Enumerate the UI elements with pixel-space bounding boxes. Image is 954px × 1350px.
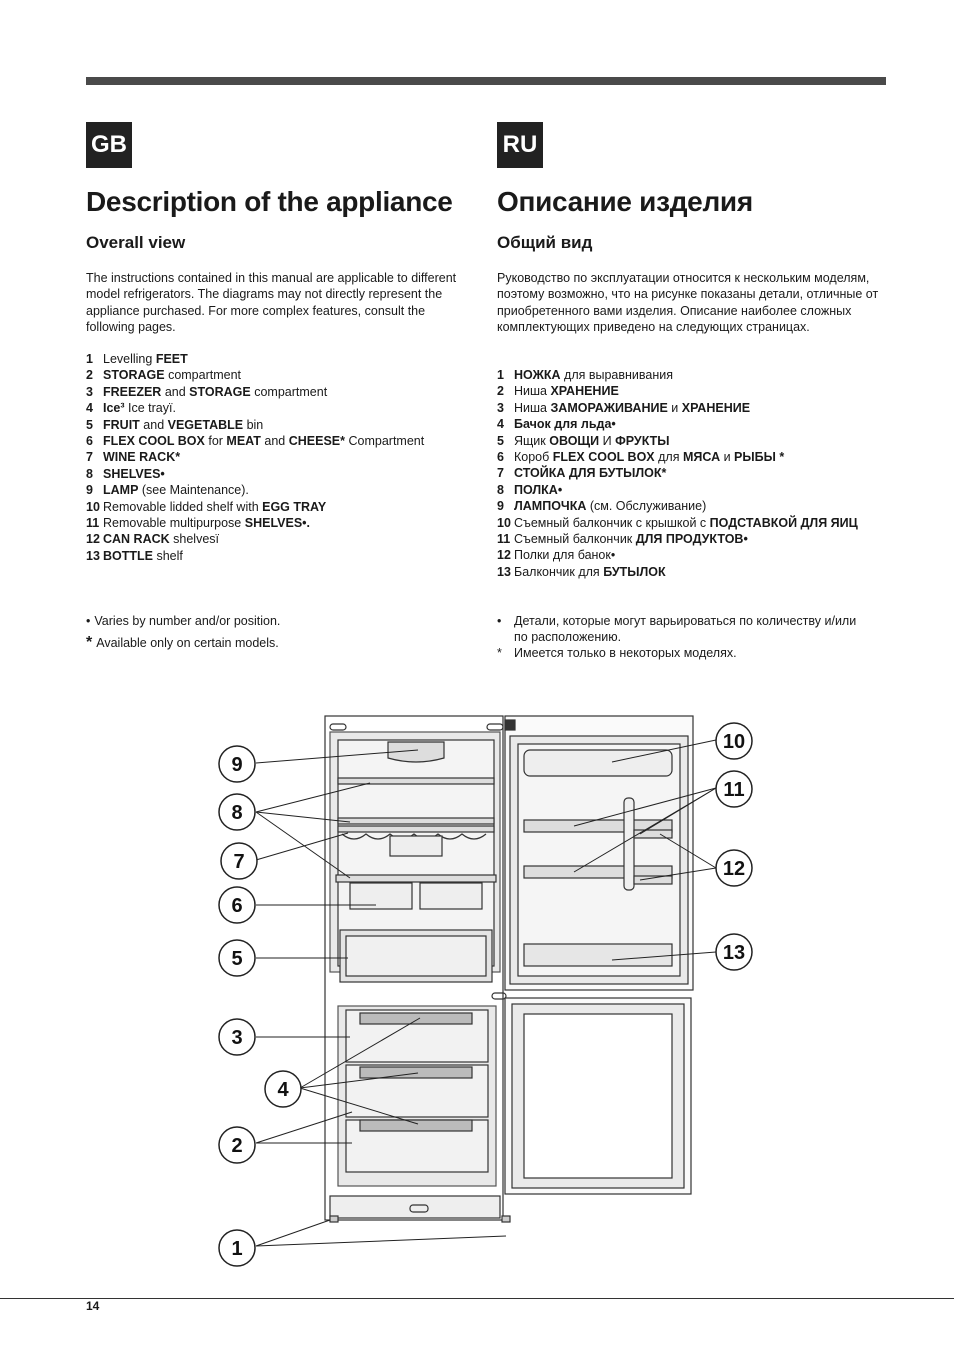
callout-label-12: 12 <box>722 858 746 880</box>
note-text: Имеется только в некоторых моделях. <box>514 646 737 660</box>
part-text: ФРУКТЫ <box>615 433 670 448</box>
part-text: Ящик <box>514 433 550 448</box>
part-number: 12 <box>497 548 511 563</box>
note-text: Available only on certain models. <box>96 636 279 650</box>
part-text: Removable multipurpose <box>103 516 245 531</box>
part-number: 8 <box>497 482 504 497</box>
note-symbol: • <box>86 614 91 628</box>
part-number: 9 <box>497 499 504 514</box>
part-number: 3 <box>497 400 504 415</box>
part-text: НОЖКА <box>514 368 561 382</box>
note-symbol: * <box>497 646 502 660</box>
part-text: VEGETABLE <box>167 417 244 432</box>
part-text: для <box>654 450 683 465</box>
part-number: 11 <box>86 516 100 531</box>
part-text: (см. Обслуживание) <box>586 499 707 514</box>
part-text: EGG TRAY <box>262 499 327 514</box>
callout-label-3: 3 <box>231 1027 243 1049</box>
part-number: 5 <box>497 433 504 448</box>
part-text: МЯСА <box>682 450 721 465</box>
part-text: Короб <box>514 450 553 465</box>
part-number: 3 <box>86 384 93 399</box>
part-text: FRUIT <box>103 417 140 432</box>
part-text: для выравнивания <box>560 368 674 382</box>
part-number: 6 <box>86 434 93 449</box>
part-text: ОВОЩИ <box>549 433 600 448</box>
part-text: compartment <box>250 384 328 399</box>
page-number: 14 <box>86 1299 100 1313</box>
part-number: 8 <box>86 466 93 481</box>
part-text: STORAGE <box>103 368 165 383</box>
part-text: Ниша <box>514 384 551 399</box>
callout-label-4: 4 <box>277 1079 289 1101</box>
part-number: 4 <box>497 417 504 432</box>
part-number: 7 <box>86 450 93 465</box>
part-text: FEET <box>155 352 188 366</box>
part-text: shelvesï <box>169 532 220 547</box>
part-text: Ice trayï. <box>124 401 176 416</box>
part-number: 7 <box>497 466 504 481</box>
callout-label-1: 1 <box>231 1238 243 1260</box>
part-text: СТОЙКА ДЛЯ БУТЫЛОК* <box>514 466 667 481</box>
note-symbol: • <box>497 614 502 628</box>
part-text: SHELVES•. <box>244 516 311 531</box>
part-number: 9 <box>86 483 93 498</box>
part-text: CHEESE* <box>288 434 346 449</box>
part-text: Съемный балкончик с крышкой с <box>514 515 710 530</box>
part-text: ДЛЯ ПРОДУКТОВ• <box>635 532 748 547</box>
part-number: 12 <box>86 532 100 547</box>
part-text: Levelling <box>103 352 156 366</box>
part-number: 11 <box>497 532 511 547</box>
callout-label-9: 9 <box>231 754 243 776</box>
part-text: (see Maintenance). <box>138 483 249 498</box>
part-text: Ниша <box>514 400 551 415</box>
part-text: LAMP <box>103 483 139 498</box>
intro-gb: The instructions contained in this manual are applicable to different model refrigerators. The diagrams may not directly represent the appliance purchased. For more complex features, consult the following pages. <box>86 271 457 335</box>
part-text: ПОЛКА• <box>514 482 563 497</box>
part-text: WINE RACK* <box>103 450 181 465</box>
part-text: Бачок для льда• <box>514 417 616 432</box>
part-text: and <box>161 384 190 399</box>
part-text: Балкончик для <box>514 564 604 579</box>
part-text: БУТЫЛОК <box>603 564 666 579</box>
page-title-gb: Description of the appliance <box>86 186 453 217</box>
part-number: 13 <box>497 564 511 579</box>
part-number: 10 <box>497 515 511 530</box>
part-text: ЗАМОРАЖИВАНИЕ <box>550 400 668 415</box>
callout-label-13: 13 <box>722 942 746 964</box>
part-text: ХРАНЕНИЕ <box>681 400 751 415</box>
part-text: bin <box>243 417 264 432</box>
callout-label-10: 10 <box>722 731 746 753</box>
section-title-gb: Overall view <box>86 233 186 252</box>
note-symbol: * <box>86 634 93 651</box>
part-number: 10 <box>86 499 100 514</box>
part-number: 1 <box>497 368 504 382</box>
part-text: ПОДСТАВКОЙ ДЛЯ ЯИЦ <box>709 515 858 530</box>
part-text: И <box>599 433 616 448</box>
part-text: FREEZER <box>103 384 162 399</box>
part-text: and <box>139 417 168 432</box>
part-number: 4 <box>86 401 93 416</box>
callout-label-11: 11 <box>723 779 745 801</box>
part-number: 5 <box>86 417 93 432</box>
callout-label-6: 6 <box>231 895 243 917</box>
part-text: Съемный балкончик <box>514 532 636 547</box>
part-text: Полки для банок• <box>514 548 616 563</box>
page-title-ru: Описание изделия <box>497 186 753 217</box>
part-text: и <box>720 450 735 465</box>
note-text: Детали, которые могут варьироваться по количеству и/или по расположению. <box>514 614 857 644</box>
part-text: shelf <box>153 548 183 563</box>
part-number: 2 <box>86 368 93 383</box>
part-text: Ice³ <box>103 401 125 416</box>
part-text: CAN RACK <box>103 532 170 547</box>
part-text: ХРАНЕНИЕ <box>550 384 619 399</box>
lang-badge-gb: GB <box>86 122 132 168</box>
intro-ru: Руководство по эксплуатации относится к нескольким моделям, поэтому возможно, что на рисунке показаны детали, отличные от приобретенного вами изделия. Описание наиболее сложных комплектующих приведено на следующих страницах. <box>497 271 879 335</box>
note-text: Varies by number and/or position. <box>94 614 281 628</box>
callout-label-2: 2 <box>231 1135 243 1157</box>
part-number: 2 <box>497 384 504 399</box>
part-number: 13 <box>86 548 100 563</box>
part-text: and <box>260 434 289 449</box>
part-number: 1 <box>86 352 93 366</box>
part-text: for <box>204 434 227 449</box>
part-text: SHELVES• <box>103 466 165 481</box>
part-text: BOTTLE <box>103 548 153 563</box>
bottom-rule <box>0 1298 954 1299</box>
part-text: FLEX COOL BOX <box>103 434 205 449</box>
part-text: Removable lidded shelf with <box>103 499 263 514</box>
part-text: STORAGE <box>189 384 251 399</box>
part-text: MEAT <box>226 434 261 449</box>
callout-label-7: 7 <box>233 851 245 873</box>
part-text: Compartment <box>345 434 425 449</box>
part-text: ЛАМПОЧКА <box>514 499 587 514</box>
lang-badge-ru: RU <box>497 122 543 168</box>
section-title-ru: Общий вид <box>497 233 593 252</box>
part-text: FLEX COOL BOX <box>552 450 655 465</box>
part-text: и <box>667 400 682 415</box>
callout-label-8: 8 <box>231 802 243 824</box>
part-text: РЫБЫ * <box>734 450 785 465</box>
part-number: 6 <box>497 450 504 465</box>
callout-label-5: 5 <box>231 948 243 970</box>
part-text: compartment <box>164 368 242 383</box>
